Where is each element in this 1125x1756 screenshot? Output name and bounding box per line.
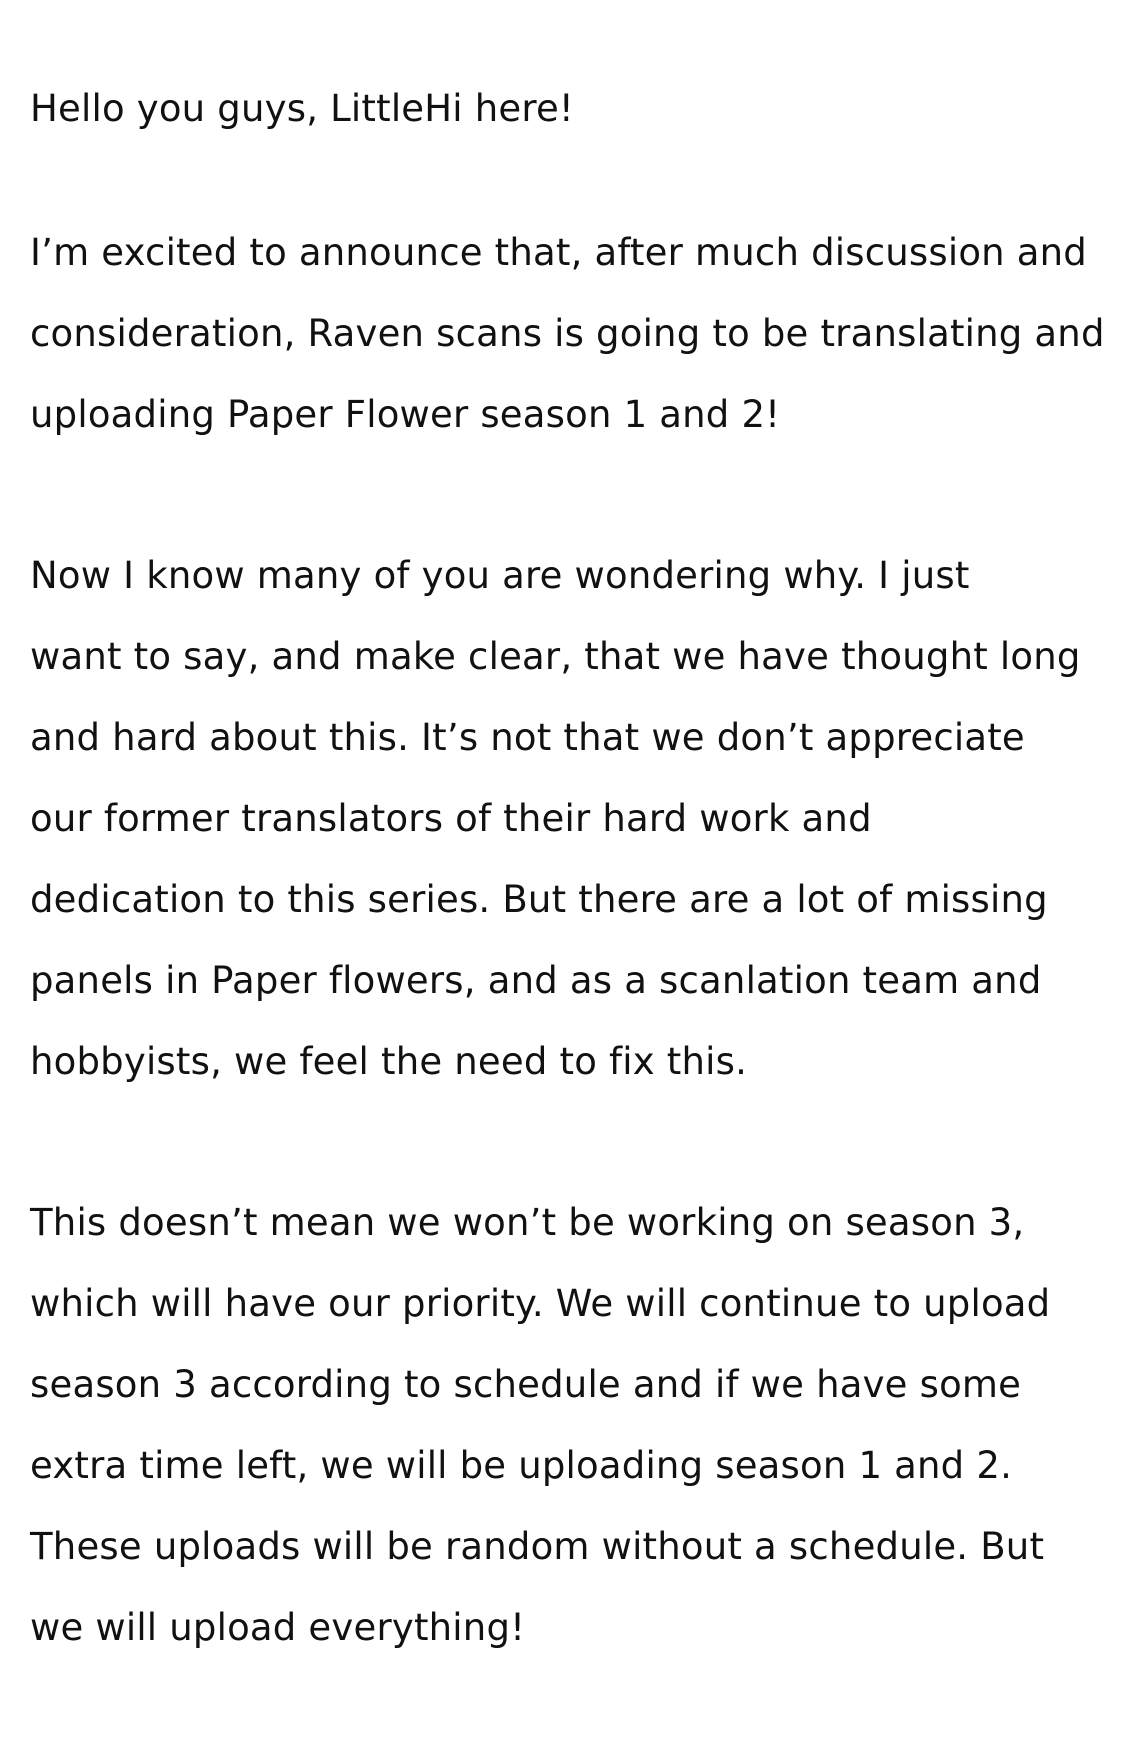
text-line: panels in Paper flowers, and as a scanlation team and: [30, 959, 1042, 1002]
text-line: consideration, Raven scans is going to be translating and: [30, 312, 1105, 355]
text-line: extra time left, we will be uploading season 1 and 2.: [30, 1444, 1013, 1487]
text-line: our former translators of their hard work and: [30, 797, 872, 840]
text-line: which will have our priority. We will continue to upload: [30, 1282, 1051, 1325]
text-line: hobbyists, we feel the need to fix this.: [30, 1040, 748, 1083]
text-line: Now I know many of you are wondering why. I just: [30, 554, 970, 597]
text-line: uploading Paper Flower season 1 and 2!: [30, 393, 781, 436]
text-line: dedication to this series. But there are a lot of missing: [30, 878, 1048, 921]
text-line: Hello you guys, LittleHi here!: [30, 87, 574, 130]
text-line: These uploads will be random without a schedule. But: [30, 1525, 1045, 1568]
text-line: want to say, and make clear, that we have thought long: [30, 635, 1081, 678]
text-line: season 3 according to schedule and if we have some: [30, 1363, 1022, 1406]
text-line: I’m excited to announce that, after much discussion and: [30, 231, 1087, 274]
text-line: we will upload everything!: [30, 1606, 526, 1649]
text-line: This doesn’t mean we won’t be working on season 3,: [30, 1201, 1025, 1244]
text-line: and hard about this. It’s not that we don’t appreciate: [30, 716, 1025, 759]
